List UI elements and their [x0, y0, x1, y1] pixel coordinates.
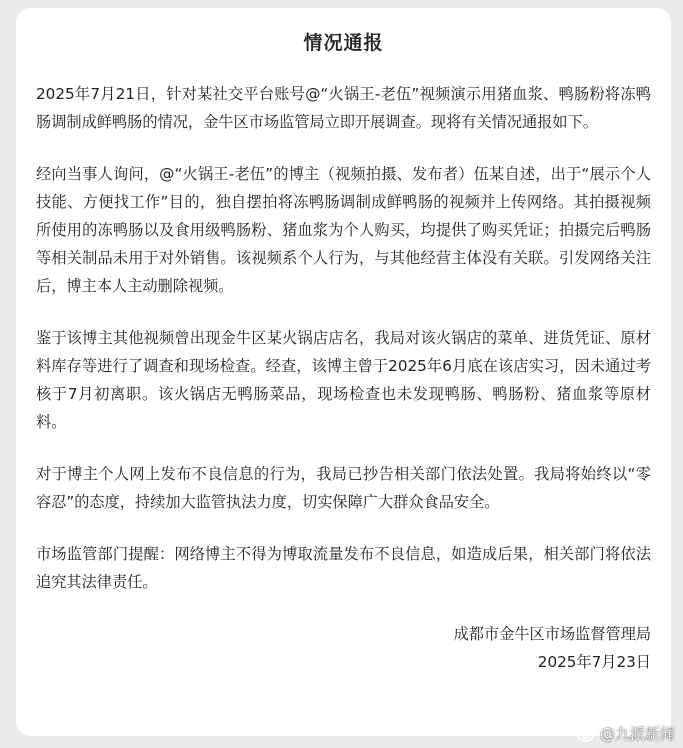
- paragraph-inquiry: 经向当事人询问，@“火锅王-老伍”的博主（视频拍摄、发布者）伍某自述，出于“展示个人技能、方便找工作”目的，独自摆拍将冻鸭肠调制成鲜鸭肠的视频并上传网络。其拍摄视频所使用的冻鸭肠以及食用级鸭肠粉、猪血浆为个人购买，均提供了购买凭证；拍摄完后鸭肠等相关制品未用于对外销售。该视频系个人行为，与其他经营主体没有关联。引发网络关注后，博主本人主动删除视频。: [36, 165, 651, 295]
- weibo-icon: [577, 725, 597, 742]
- signature-block: [36, 620, 651, 676]
- watermark: [577, 723, 675, 744]
- notice-card: [16, 8, 671, 736]
- paragraph-inspection: 鉴于该博主其他视频曾出现金牛区某火锅店店名，我局对该火锅店的菜单、进货凭证、原材料库存等进行了调查和现场检查。经查，该博主曾于2025年6月底在该店实习，因未通过考核于7月初离职。该火锅店无鸭肠菜品，现场检查也未发现鸭肠、鸭肠粉、猪血浆等原材料。: [36, 329, 651, 431]
- paragraph-action: 对于博主个人网上发布不良信息的行为，我局已抄告相关部门依法处置。我局将始终以“零容忍”的态度，持续加大监管执法力度，切实保障广大群众食品安全。: [36, 465, 651, 511]
- notice-title: 情况通报: [303, 32, 384, 54]
- paragraph-reminder: 市场监管部门提醒：网络博主不得为博取流量发布不良信息，如造成后果，相关部门将依法追究其法律责任。: [36, 545, 651, 591]
- signature-org: 成都市金牛区市场监督管理局: [453, 625, 651, 643]
- paragraph-intro: 2025年7月21日，针对某社交平台账号@“火锅王-老伍”视频演示用猪血浆、鸭肠粉将冻鸭肠调制成鲜鸭肠的情况，金牛区市场监管局立即开展调查。现将有关情况通报如下。: [36, 85, 651, 131]
- signature-date: 2025年7月23日: [537, 653, 651, 671]
- watermark-text: @九派新闻: [599, 725, 675, 743]
